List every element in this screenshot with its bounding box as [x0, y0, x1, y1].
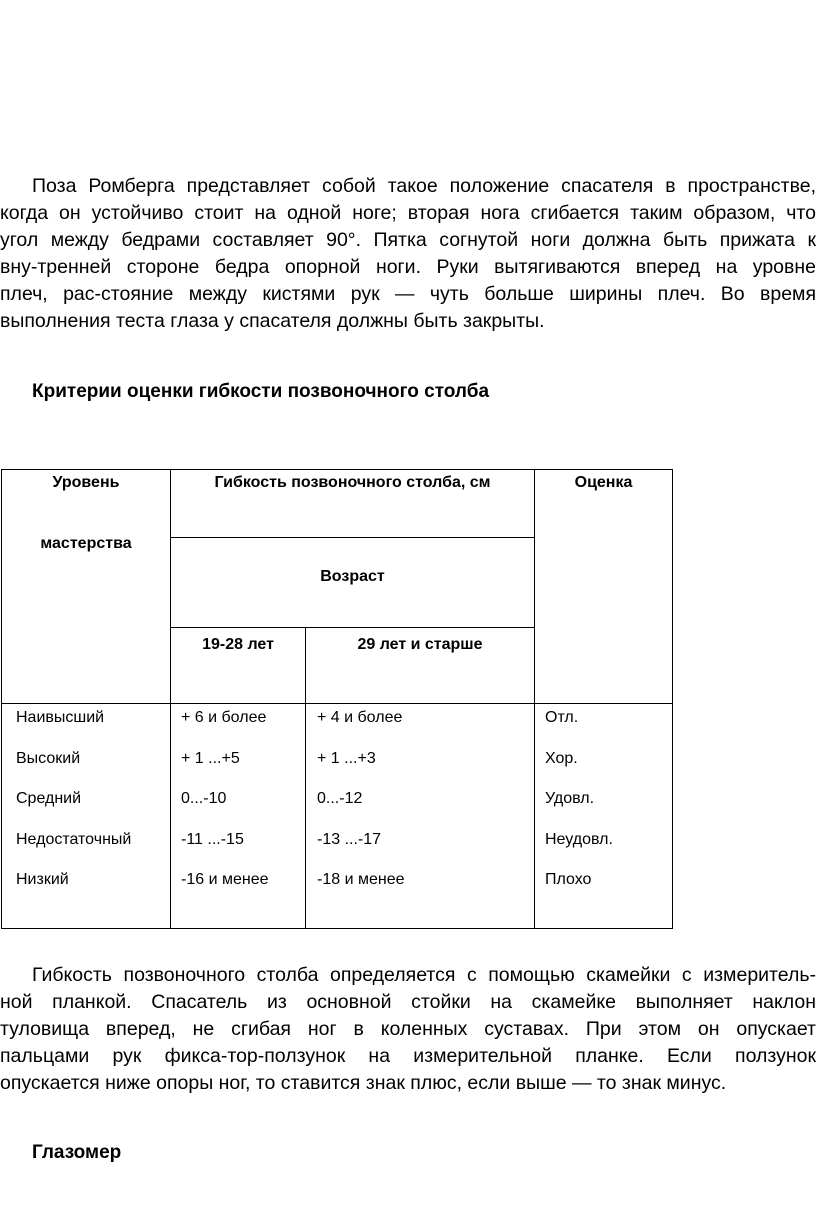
age2-column [306, 704, 535, 929]
bottom-heading: Глазомер [32, 1142, 122, 1163]
level-value: Недостаточный [16, 830, 132, 848]
level-value: Средний [16, 790, 82, 807]
age1-value: + 1 ...+5 [181, 749, 240, 767]
level-value: Высокий [16, 749, 81, 767]
age1-column [171, 704, 306, 929]
grade-column [535, 704, 673, 929]
intro-line: когда он устойчиво стоит на одной ноге; вторая нога сгибается таким образом, что [0, 202, 816, 224]
age2-value: 0...-12 [317, 790, 363, 807]
age2-value: -18 и менее [317, 871, 405, 888]
header-age-group2-cell [306, 628, 535, 704]
level-value: Наивысший [16, 709, 105, 726]
intro-line: угол между бедрами составляет 90°. Пятка согнутой ноги должна быть прижата к [0, 229, 816, 251]
second-line: туловища вперед, не сгибая ног в коленных суставах. При этом он опускает [0, 1018, 816, 1040]
grade-value: Хор. [545, 749, 578, 767]
header-age-group2: 29 лет и старше [357, 636, 483, 653]
header-age-group1: 19-28 лет [202, 636, 274, 653]
level-value: Низкий [16, 871, 69, 888]
criteria-table [1, 469, 673, 929]
age1-value: -16 и менее [181, 871, 269, 888]
grade-value: Отл. [545, 709, 579, 726]
level-column [2, 704, 171, 929]
intro-paragraph [0, 173, 816, 335]
second-line: ной планкой. Спасатель из основной стойки на скамейке выполняет наклон [0, 991, 816, 1013]
age2-value: + 1 ...+3 [317, 749, 376, 767]
grade-value: Плохо [545, 871, 592, 888]
header-age-group1-cell [171, 628, 306, 704]
header-grade-cell [535, 470, 673, 704]
header-flexibility-cell [171, 470, 535, 538]
header-age: Возраст [320, 568, 385, 585]
intro-line: плеч, рас-стояние между кистями рук — чуть больше ширины плеч. Во время [0, 283, 816, 305]
header-flexibility: Гибкость позвоночного столба, см [214, 474, 491, 491]
header-level-line2: мастерства [40, 535, 132, 552]
header-level-cell [2, 470, 171, 704]
intro-line: выполнения теста глаза у спасателя должны быть закрыты. [0, 310, 545, 332]
age1-value: 0...-10 [181, 790, 227, 807]
age2-value: + 4 и более [317, 709, 403, 726]
second-paragraph [0, 962, 816, 1097]
second-line: опускается ниже опоры ног, то ставится знак плюс, если выше — то знак минус. [0, 1072, 727, 1094]
header-grade: Оценка [574, 474, 633, 491]
second-line: Гибкость позвоночного столба определяется с помощью скамейки с измеритель- [32, 964, 816, 986]
age1-value: + 6 и более [181, 709, 267, 726]
grade-value: Неудовл. [545, 830, 613, 848]
age2-value: -13 ...-17 [317, 830, 382, 848]
second-line: пальцами рук фикса-тор-ползунок на измерительной планке. Если ползунок [0, 1045, 816, 1067]
age1-value: -11 ...-15 [181, 830, 244, 848]
header-age-cell [171, 538, 535, 628]
intro-line: вну-тренней стороне бедра опорной ноги. Руки вытягиваются вперед на уровне [0, 256, 816, 278]
section-heading: Критерии оценки гибкости позвоночного столба [32, 381, 490, 402]
header-level-line1: Уровень [52, 474, 120, 491]
grade-value: Удовл. [545, 790, 595, 807]
intro-line: Поза Ромберга представляет собой такое положение спасателя в пространстве, [32, 175, 816, 197]
